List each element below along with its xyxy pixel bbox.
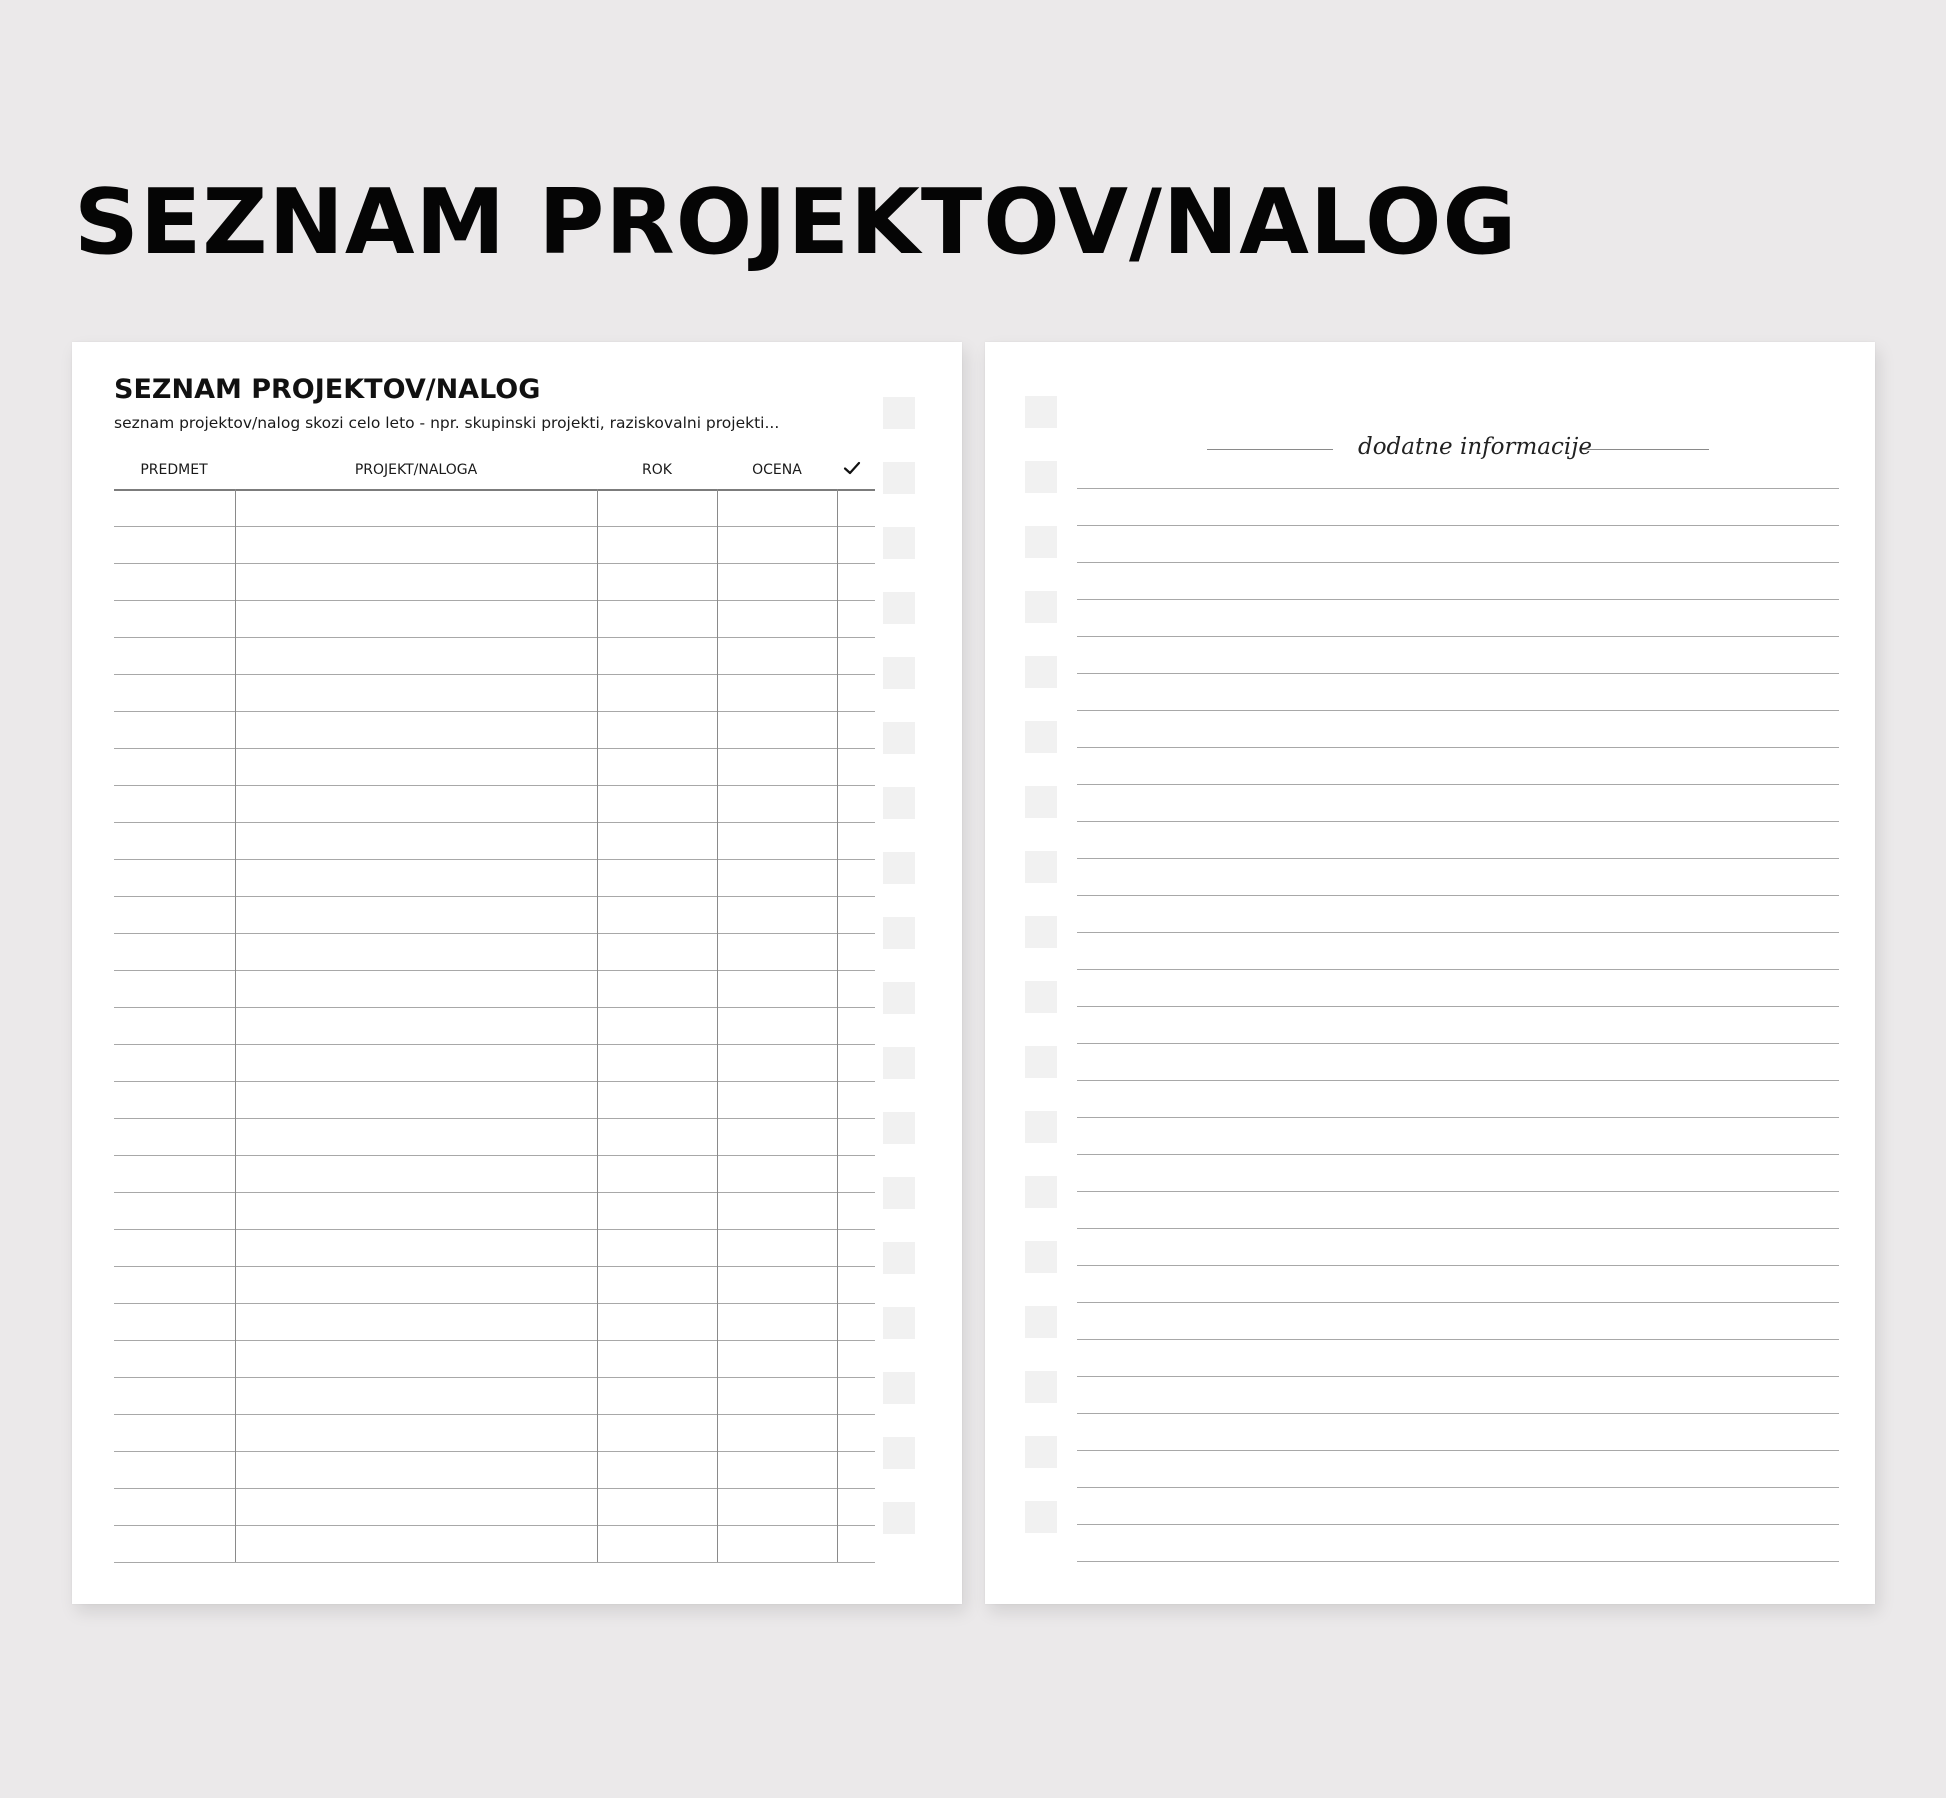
table-row — [114, 785, 875, 786]
page-tab — [883, 982, 915, 1014]
table-row — [114, 1414, 875, 1415]
column-header-ocena: OCENA — [752, 462, 802, 478]
page-tab — [1025, 1501, 1057, 1533]
table-row — [114, 859, 875, 860]
page-tab — [883, 1372, 915, 1404]
page-tab — [1025, 1306, 1057, 1338]
page-tab — [883, 1112, 915, 1144]
table-column-divider — [235, 489, 236, 1562]
checkmark-icon — [842, 458, 862, 478]
page-tab — [883, 397, 915, 429]
note-line — [1077, 599, 1839, 600]
page-tab — [883, 657, 915, 689]
table-row — [114, 1562, 875, 1563]
page-tab — [883, 1242, 915, 1274]
table-row — [114, 748, 875, 749]
page-tab — [883, 917, 915, 949]
table-row — [114, 1229, 875, 1230]
table-row — [114, 970, 875, 971]
note-line — [1077, 1339, 1839, 1340]
note-line — [1077, 1080, 1839, 1081]
notes-heading: dodatne informacije — [1357, 434, 1592, 460]
page-tab — [1025, 526, 1057, 558]
note-line — [1077, 1043, 1839, 1044]
table-row — [114, 1044, 875, 1045]
table-row — [114, 1266, 875, 1267]
page-tab — [883, 787, 915, 819]
table-row — [114, 1118, 875, 1119]
page-tab — [1025, 721, 1057, 753]
note-line — [1077, 673, 1839, 674]
table-row — [114, 711, 875, 712]
note-line — [1077, 710, 1839, 711]
table-row — [114, 896, 875, 897]
page-tab — [1025, 1176, 1057, 1208]
table-header-rule — [114, 489, 875, 491]
sheet-subtitle: seznam projektov/nalog skozi celo leto - npr. skupinski projekti, raziskovalni projekti... — [114, 414, 780, 432]
table-row — [114, 1340, 875, 1341]
table-column-divider — [717, 489, 718, 1562]
note-line — [1077, 488, 1839, 489]
page-tab — [1025, 1241, 1057, 1273]
note-line — [1077, 1561, 1839, 1562]
page-tab — [883, 1177, 915, 1209]
page-tab — [1025, 786, 1057, 818]
note-line — [1077, 562, 1839, 563]
column-header-rok: ROK — [642, 462, 672, 478]
note-line — [1077, 1413, 1839, 1414]
page-tab — [883, 1437, 915, 1469]
table-row — [114, 1488, 875, 1489]
note-line — [1077, 784, 1839, 785]
note-line — [1077, 895, 1839, 896]
note-line — [1077, 1228, 1839, 1229]
table-row — [114, 1081, 875, 1082]
page-tab — [883, 527, 915, 559]
table-column-divider — [597, 489, 598, 1562]
page-tab — [1025, 1046, 1057, 1078]
table-row — [114, 1155, 875, 1156]
note-line — [1077, 969, 1839, 970]
note-line — [1077, 1450, 1839, 1451]
hero-title: SEZNAM PROJEKTOV/NALOG — [74, 170, 1518, 275]
page-tab — [883, 852, 915, 884]
table-row — [114, 1007, 875, 1008]
notes-page — [985, 342, 1875, 1604]
page-tab — [883, 722, 915, 754]
note-line — [1077, 932, 1839, 933]
note-line — [1077, 1117, 1839, 1118]
note-line — [1077, 1302, 1839, 1303]
page-tab — [1025, 461, 1057, 493]
page-tab — [1025, 851, 1057, 883]
page-tab — [883, 1307, 915, 1339]
table-row — [114, 933, 875, 934]
note-line — [1077, 1376, 1839, 1377]
note-line — [1077, 1006, 1839, 1007]
note-line — [1077, 525, 1839, 526]
table-row — [114, 526, 875, 527]
note-line — [1077, 636, 1839, 637]
note-line — [1077, 1191, 1839, 1192]
column-header-predmet: PREDMET — [140, 462, 208, 478]
table-row — [114, 563, 875, 564]
table-column-divider — [837, 489, 838, 1562]
page-tab — [1025, 916, 1057, 948]
page-tab — [883, 592, 915, 624]
note-line — [1077, 821, 1839, 822]
page-tab — [1025, 981, 1057, 1013]
page-tab — [1025, 591, 1057, 623]
table-row — [114, 1525, 875, 1526]
heading-rule-right — [1582, 449, 1709, 450]
table-row — [114, 1303, 875, 1304]
table-row — [114, 637, 875, 638]
sheet-title: SEZNAM PROJEKTOV/NALOG — [114, 374, 541, 405]
note-line — [1077, 1524, 1839, 1525]
page-tab — [1025, 656, 1057, 688]
heading-rule-left — [1207, 449, 1333, 450]
table-row — [114, 674, 875, 675]
page-tab — [1025, 1111, 1057, 1143]
page-tab — [1025, 396, 1057, 428]
note-line — [1077, 1487, 1839, 1488]
project-list-page — [72, 342, 962, 1604]
page-tab — [883, 1502, 915, 1534]
page-tab — [883, 1047, 915, 1079]
page-tab — [1025, 1436, 1057, 1468]
table-row — [114, 1451, 875, 1452]
table-row — [114, 1377, 875, 1378]
note-line — [1077, 1154, 1839, 1155]
table-row — [114, 822, 875, 823]
note-line — [1077, 858, 1839, 859]
column-header-projekt-naloga: PROJEKT/NALOGA — [354, 462, 478, 478]
note-line — [1077, 1265, 1839, 1266]
page-tab — [883, 462, 915, 494]
note-line — [1077, 747, 1839, 748]
table-row — [114, 600, 875, 601]
table-row — [114, 1192, 875, 1193]
page-tab — [1025, 1371, 1057, 1403]
